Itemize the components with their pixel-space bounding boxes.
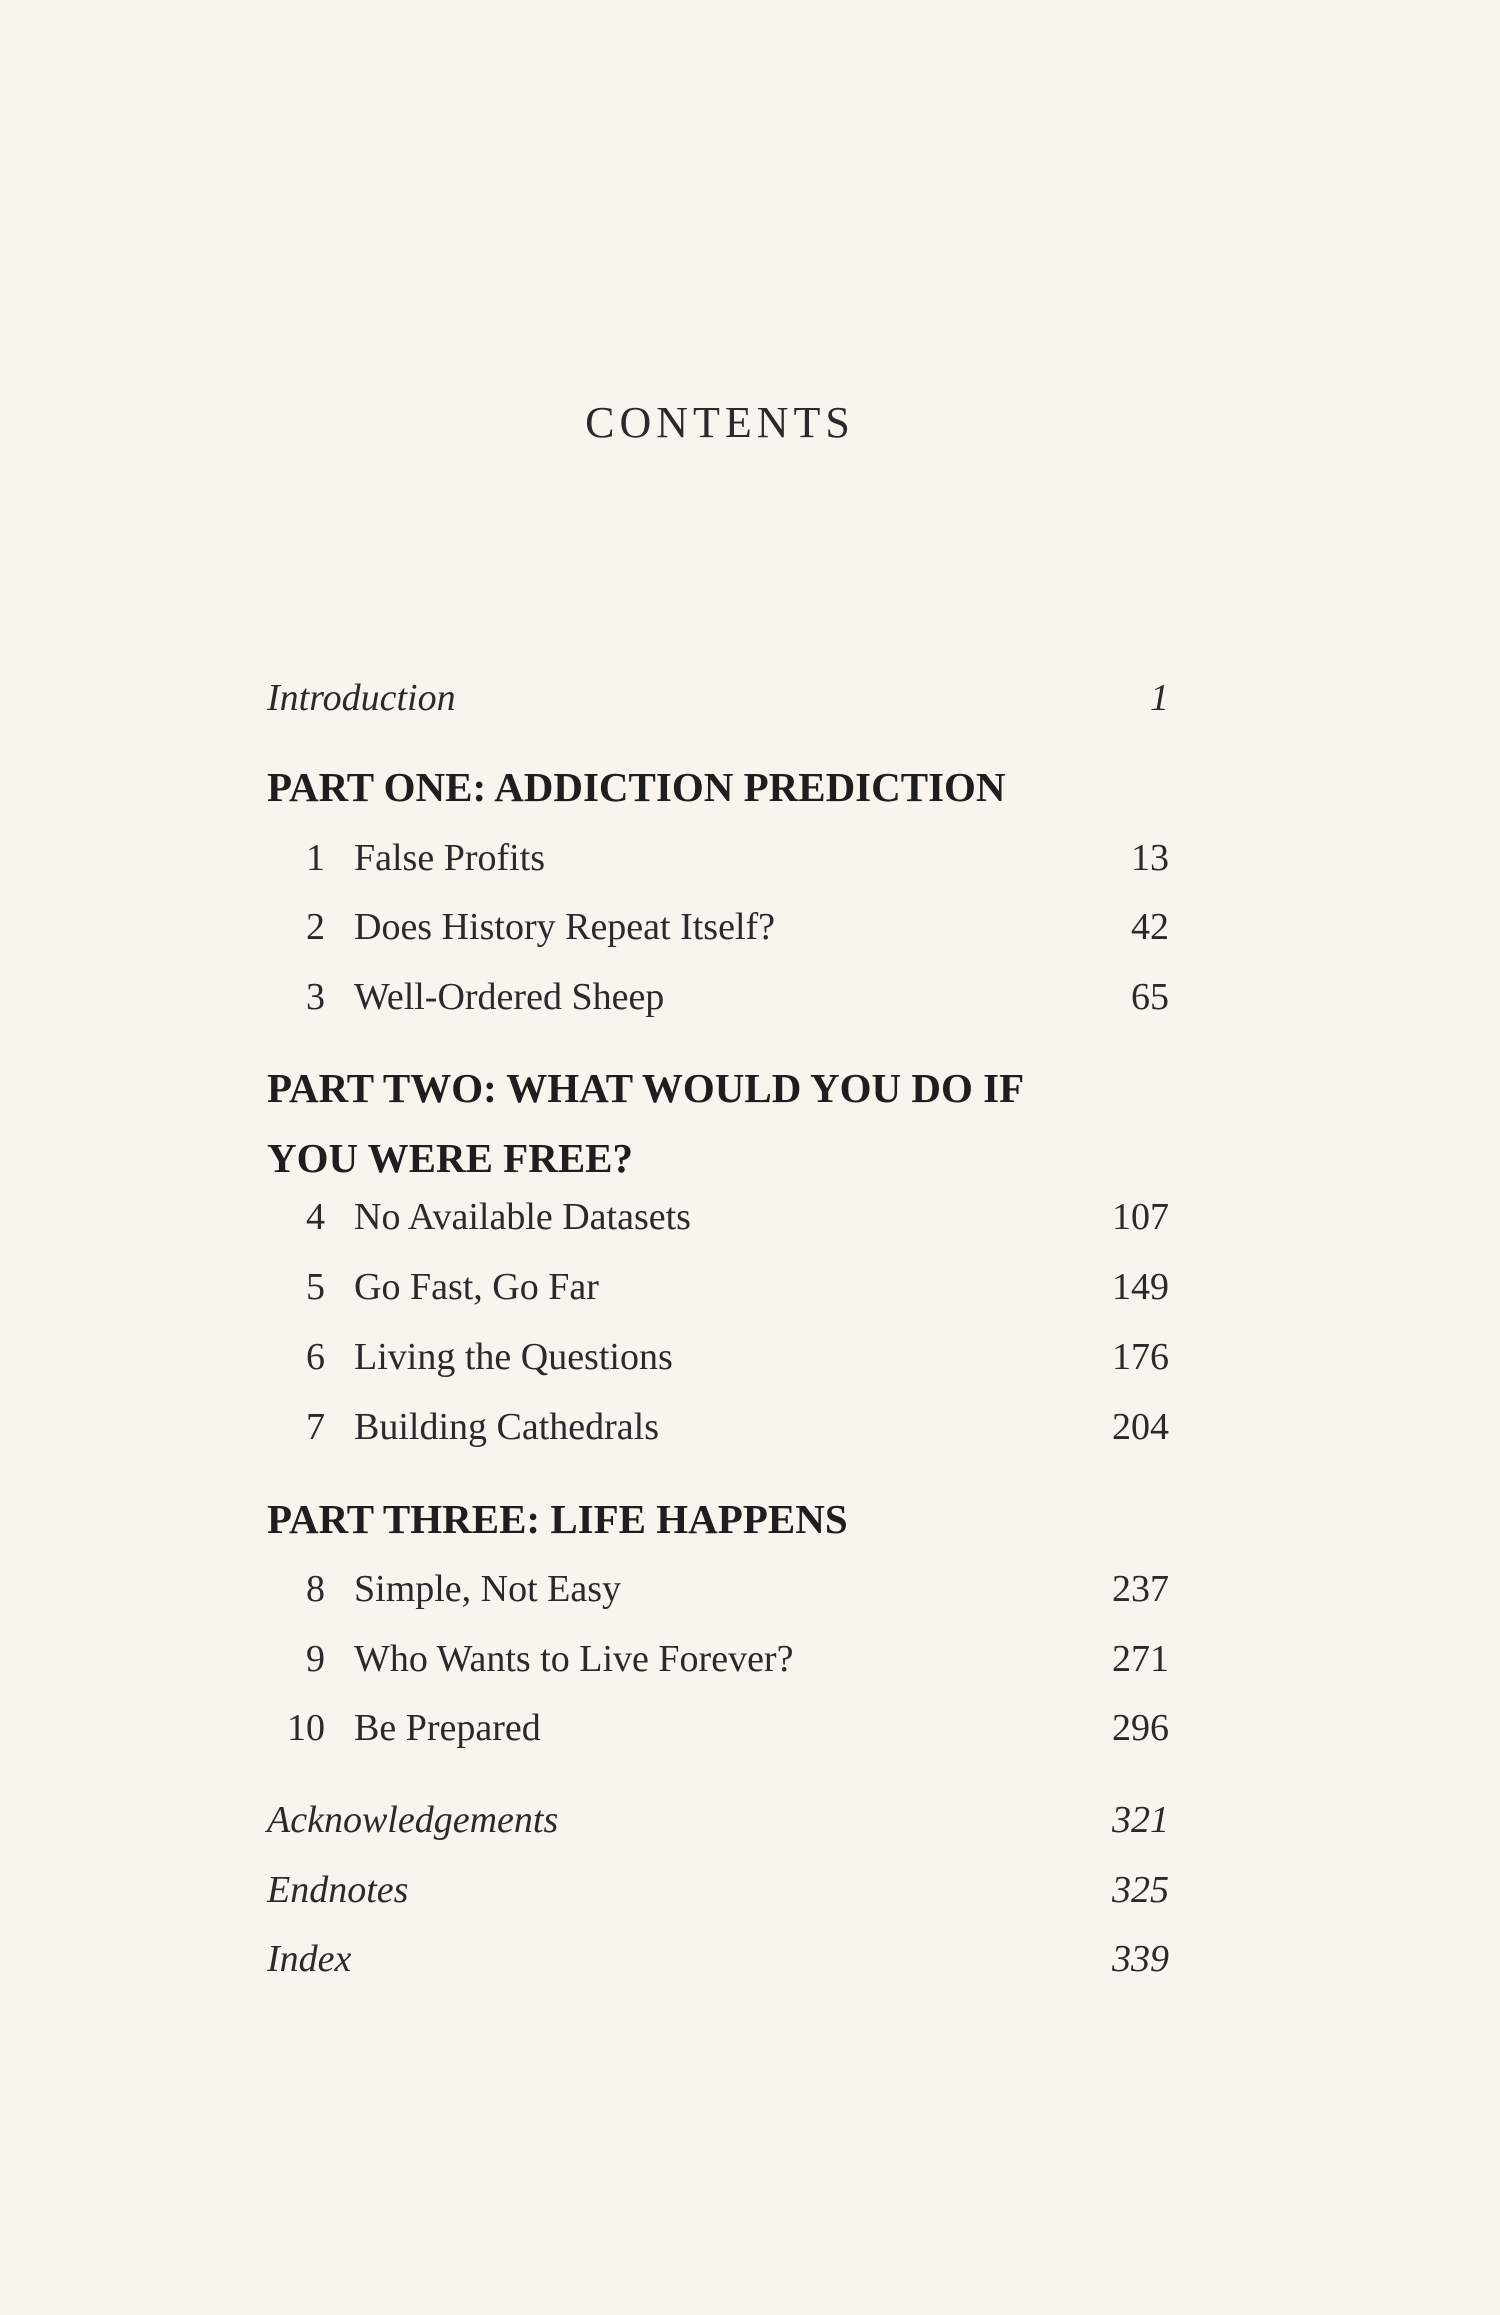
chapter-number: 6 bbox=[306, 1336, 325, 1378]
toc-entry-introduction[interactable] bbox=[267, 672, 1169, 724]
part-three-heading bbox=[267, 1484, 1147, 1554]
entry-page-number: 339 bbox=[1112, 1938, 1169, 1980]
chapter-number: 10 bbox=[287, 1707, 325, 1749]
toc-entry-chapter-7[interactable] bbox=[267, 1401, 1169, 1453]
toc-entry-chapter-3[interactable] bbox=[267, 971, 1169, 1023]
chapter-title: Well-Ordered Sheep bbox=[354, 976, 665, 1018]
chapter-number: 9 bbox=[306, 1638, 325, 1680]
chapter-title: Simple, Not Easy bbox=[354, 1568, 622, 1610]
chapter-title: Does History Repeat Itself? bbox=[354, 906, 776, 948]
entry-label: Introduction bbox=[267, 677, 456, 719]
chapter-page-number: 107 bbox=[1112, 1196, 1169, 1238]
chapter-number: 5 bbox=[306, 1266, 325, 1308]
chapter-page-number: 149 bbox=[1112, 1266, 1169, 1308]
toc-entry-chapter-1[interactable] bbox=[267, 832, 1169, 884]
toc-entry-chapter-4[interactable] bbox=[267, 1191, 1169, 1243]
chapter-page-number: 13 bbox=[1131, 837, 1169, 879]
toc-entry-chapter-6[interactable] bbox=[267, 1331, 1169, 1383]
toc-entry-endnotes[interactable] bbox=[267, 1864, 1169, 1916]
chapter-title: No Available Datasets bbox=[354, 1196, 691, 1238]
toc-entry-acknowledgements[interactable] bbox=[267, 1794, 1169, 1846]
part-two-heading bbox=[267, 1053, 1147, 1193]
part-heading-line: PART ONE: ADDICTION PREDICTION bbox=[267, 764, 1006, 810]
toc-entry-chapter-10[interactable] bbox=[267, 1702, 1169, 1754]
part-heading-line: YOU WERE FREE? bbox=[267, 1135, 634, 1181]
entry-page-number: 325 bbox=[1112, 1869, 1169, 1911]
toc-entry-chapter-5[interactable] bbox=[267, 1261, 1169, 1313]
entry-label: Acknowledgements bbox=[267, 1799, 559, 1841]
chapter-page-number: 42 bbox=[1131, 906, 1169, 948]
entry-page-number: 1 bbox=[1150, 677, 1169, 719]
part-heading-line: PART TWO: WHAT WOULD YOU DO IF bbox=[267, 1065, 1025, 1111]
chapter-title: Living the Questions bbox=[354, 1336, 673, 1378]
chapter-page-number: 65 bbox=[1131, 976, 1169, 1018]
chapter-page-number: 271 bbox=[1112, 1638, 1169, 1680]
chapter-title: Be Prepared bbox=[354, 1707, 541, 1749]
entry-label: Endnotes bbox=[267, 1869, 409, 1911]
chapter-number: 1 bbox=[306, 837, 325, 879]
toc-entry-chapter-2[interactable] bbox=[267, 901, 1169, 953]
chapter-number: 3 bbox=[306, 976, 325, 1018]
chapter-page-number: 237 bbox=[1112, 1568, 1169, 1610]
chapter-title: False Profits bbox=[354, 837, 546, 879]
toc-entry-chapter-9[interactable] bbox=[267, 1633, 1169, 1685]
chapter-number: 2 bbox=[306, 906, 325, 948]
chapter-page-number: 176 bbox=[1112, 1336, 1169, 1378]
chapter-number: 7 bbox=[306, 1406, 325, 1448]
page-title: CONTENTS bbox=[585, 398, 855, 447]
chapter-page-number: 204 bbox=[1112, 1406, 1169, 1448]
toc-entry-index[interactable] bbox=[267, 1933, 1169, 1985]
chapter-number: 8 bbox=[306, 1568, 325, 1610]
part-one-heading bbox=[267, 752, 1147, 822]
chapter-title: Building Cathedrals bbox=[354, 1406, 660, 1448]
chapter-number: 4 bbox=[306, 1196, 325, 1238]
entry-page-number: 321 bbox=[1112, 1799, 1169, 1841]
chapter-title: Go Fast, Go Far bbox=[354, 1266, 599, 1308]
toc-entry-chapter-8[interactable] bbox=[267, 1563, 1169, 1615]
part-heading-line: PART THREE: LIFE HAPPENS bbox=[267, 1496, 848, 1542]
entry-label: Index bbox=[267, 1938, 352, 1980]
chapter-page-number: 296 bbox=[1112, 1707, 1169, 1749]
chapter-title: Who Wants to Live Forever? bbox=[354, 1638, 794, 1680]
